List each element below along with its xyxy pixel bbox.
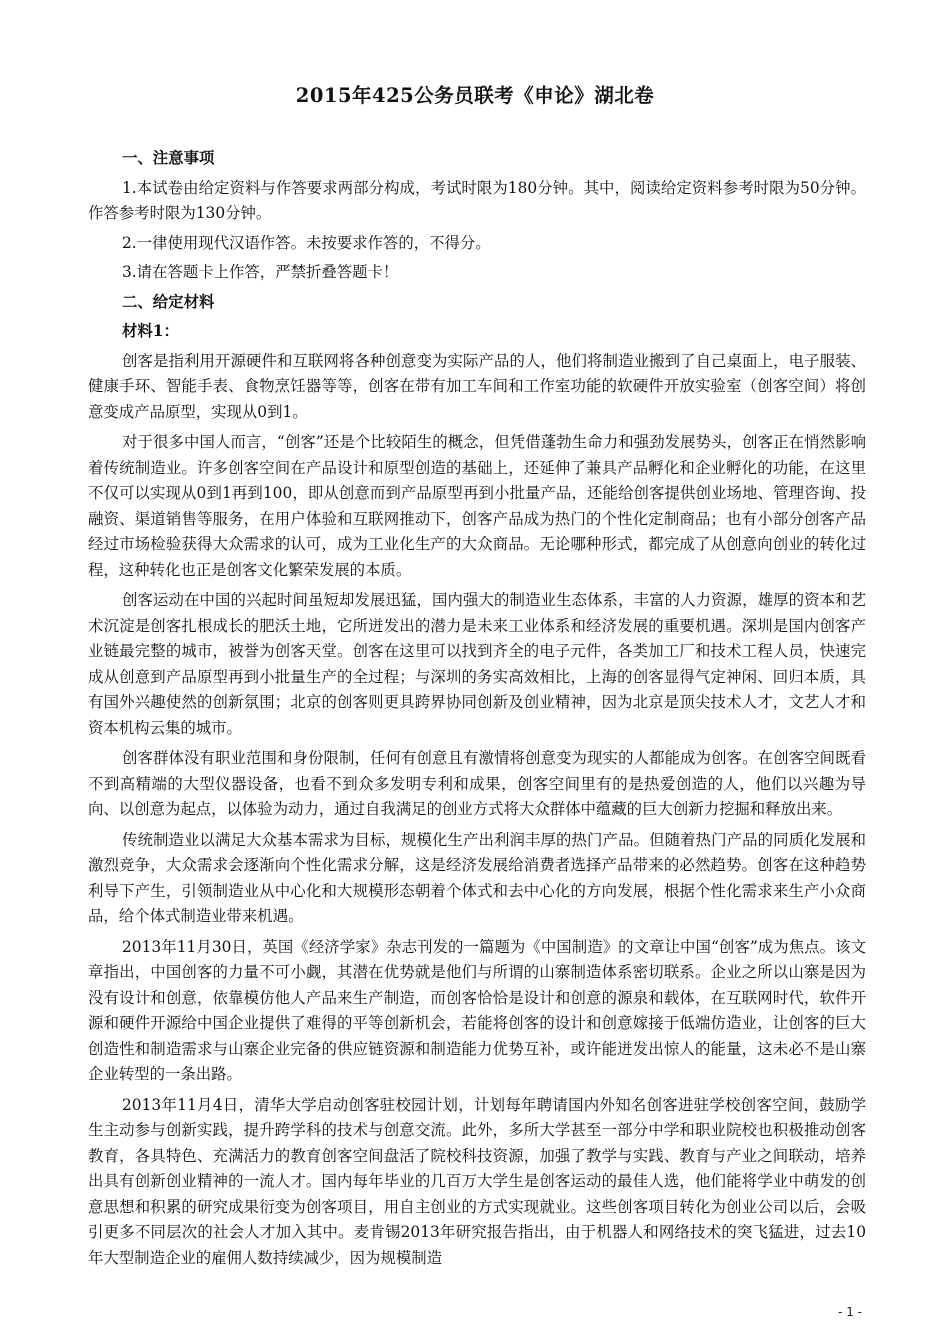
material-paragraph: 对于很多中国人而言，“创客”还是个比较陌生的概念，但凭借蓬勃生命力和强劲发展势头，创客正在悄然影响着传统制造业。许多创客空间在产品设计和原型创造的基础上，还延伸了兼具产品孵化和企业孵化的功能，在这里不仅可以实现从0到1再到100，即从创意而到产品原型再到小批量产品，还能给创客提供创业场地、管理咨询、投融资、渠道销售等服务，在用户体验和互联网推动下，创客产品成为热门的个性化定制商品；也有小部分创客产品经过市场检验获得大众需求的认可，成为工业化生产的大众商品。无论哪种形式，都完成了从创意向创业的转化过程，这种转化也正是创客文化繁荣发展的本质。 — [88, 433, 866, 579]
section-heading-notice: 一、注意事项 — [122, 149, 215, 167]
material-paragraph: 创客是指利用开源硬件和互联网将各种创意变为实际产品的人，他们将制造业搬到了自己桌面上，电子服装、健康手环、智能手表、食物烹饪器等等，创客在带有加工车间和工作室功能的软硬件开放实验室（创客空间）将创意变成产品原型，实现从0到1。 — [88, 351, 866, 421]
material-paragraph: 2013年11月30日，英国《经济学家》杂志刊发的一篇题为《中国制造》的文章让中国“创客”成为焦点。该文章指出，中国创客的力量不可小觑，其潜在优势就是他们与所谓的山寨制造体系密切联系。企业之所以山寨是因为没有设计和创意，依靠模仿他人产品来生产制造，而创客恰恰是设计和创意的源泉和载体，在互联网时代，软件开源和硬件开源给中国企业提供了难得的平等创新机会，若能将创客的设计和创意嫁接于低端仿造业，让创客的巨大创造性和制造需求与山寨企业完备的供应链资源和制造能力优势互补，或许能迸发出惊人的能量，这未必不是山寨企业转型的一条出路。 — [88, 937, 866, 1083]
notice-item: 2.一律使用现代汉语作答。未按要求作答的，不得分。 — [122, 233, 491, 252]
page-number: - 1 - — [838, 1305, 862, 1319]
document-body — [88, 146, 866, 1276]
material-paragraph: 2013年11月4日，清华大学启动创客驻校园计划，计划每年聘请国内外知名创客进驻学校创客空间，鼓励学生主动参与创新实践，提升跨学科的技术与创意交流。此外，多所大学甚至一部分中学和职业院校也积极推动创客教育，各具特色、充满活力的教育创客空间盘活了院校科技资源，加强了教学与实践、教育与产业之间联动，培养出具有创新创业精神的一流人才。国内每年毕业的几百万大学生是创客运动的最佳人选，他们能将学业中萌发的创意思想和积累的研究成果衍变为创客项目，用自主创业的方式实现就业。这些创客项目转化为创业公司以后，会吸引更多不同层次的社会人才加入其中。麦肯锡2013年研究报告指出，由于机器人和网络技术的突飞猛进，过去10年大型制造企业的雇佣人数持续减少，因为规模制造 — [88, 1095, 866, 1267]
section-heading-materials: 二、给定材料 — [122, 292, 215, 311]
material-paragraph: 创客群体没有职业范围和身份限制，任何有创意且有激情将创意变为现实的人都能成为创客。在创客空间既看不到高精端的大型仪器设备，也看不到众多发明专利和成果，创客空间里有的是热爱创造的人，他们以兴趣为导向、以创意为起点，以体验为动力，通过自我满足的创业方式将大众群体中蕴藏的巨大创新力挖掘和释放出来。 — [88, 749, 866, 818]
document-title: 2015年425公务员联考《申论》湖北卷 — [295, 84, 655, 107]
material-paragraph: 创客运动在中国的兴起时间虽短却发展迅猛，国内强大的制造业生态体系，丰富的人力资源，雄厚的资本和艺术沉淀是创客扎根成长的肥沃土地，它所迸发出的潜力是未来工业体系和经济发展的重要机遇。深圳是国内创客产业链最完整的城市，被誉为创客天堂。创客在这里可以找到齐全的电子元件，各类加工厂和技术工程人员，快速完成从创意到产品原型再到小批量生产的全过程；与深圳的务实高效相比，上海的创客显得气定神闲、回归本质，具有国外兴趣使然的创新氛围；北京的创客则更具跨界协同创新及创业精神，因为北京是顶尖技术人才，文艺人才和资本机构云集的城市。 — [88, 591, 866, 737]
material-paragraph: 传统制造业以满足大众基本需求为目标，规模化生产出利润丰厚的热门产品。但随着热门产品的同质化发展和激烈竞争，大众需求会逐渐向个性化需求分解，这是经济发展给消费者选择产品带来的必然趋势。创客在这种趋势利导下产生，引领制造业从中心化和大规模形态朝着个体式和去中心化的方向发展，根据个性化需求来生产小众商品，给个体式制造业带来机遇。 — [88, 830, 866, 925]
notice-item: 1.本试卷由给定资料与作答要求两部分构成，考试时限为180分钟。其中，阅读给定资料参考时限为50分钟。作答参考时限为130分钟。 — [88, 178, 866, 222]
material-label: 材料1： — [122, 322, 179, 340]
notice-item: 3.请在答题卡上作答，严禁折叠答题卡！ — [122, 263, 399, 281]
